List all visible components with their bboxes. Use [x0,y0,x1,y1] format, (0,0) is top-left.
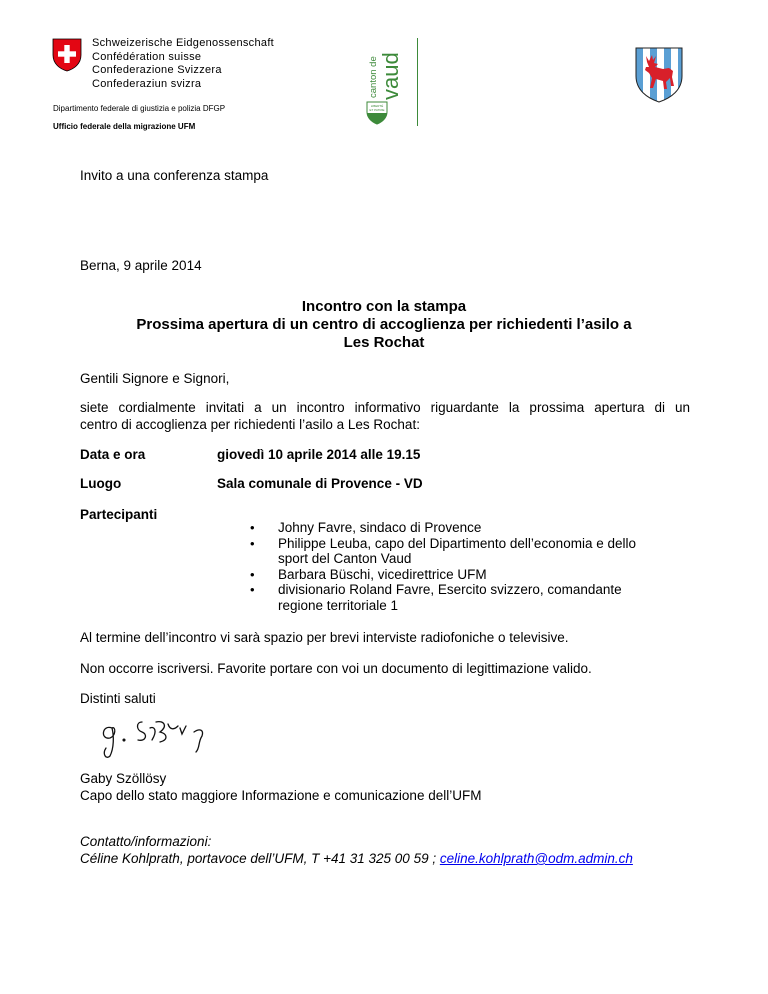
svg-text:LIBERTÉ: LIBERTÉ [370,104,384,108]
place-date: Berna, 9 aprile 2014 [80,258,202,273]
participants-list [250,520,698,614]
date-value: giovedì 10 aprile 2014 alle 19.15 [217,447,421,462]
confederation-line-rm: Confederaziun svizra [92,77,202,90]
department-name: Dipartimento federale di giustizia e polizia DFGP [53,104,226,113]
bullet-icon: • [250,566,255,582]
svg-text:canton de: canton de [368,56,379,98]
municipal-crest-icon [634,46,684,104]
list-item: • Johny Favre, sindaco di Provence [250,520,482,535]
swiss-coat-of-arms-icon [52,38,82,72]
salutation: Gentili Signore e Signori, [80,371,230,386]
confederation-line-de: Schweizerische Eidgenossenschaft [92,37,275,49]
date-label: Data e ora [80,447,146,462]
participants-label: Partecipanti [80,507,158,522]
signer-role: Capo dello stato maggiore Informazione e comunicazione dell’UFM [80,788,482,803]
bullet-icon: • [250,520,255,535]
intro-line-1: siete cordialmente invitati a un incontro informativo riguardante la prossima apertura di un [80,400,690,415]
handwritten-signature [98,712,218,762]
intro-paragraph [80,399,690,433]
office-name: Ufficio federale della migrazione UFM [53,122,196,131]
canton-vaud-logo [362,36,422,132]
contact-line [80,850,633,867]
contact-heading: Contatto/informazioni: [80,834,212,849]
list-item: • Barbara Büschi, vicedirettrice UFM [250,566,487,582]
title-line-1: Incontro con la stampa [301,298,467,315]
list-item: • divisionario Roland Favre, Esercito svizzero, comandante regione territoriale 1 [250,582,622,613]
closing-interviews: Al termine dell’incontro vi sarà spazio per brevi interviste radiofoniche o televisive. [80,630,569,645]
svg-text:ET PATRIE: ET PATRIE [369,108,385,112]
bullet-icon: • [250,535,255,551]
place-value: Sala comunale di Provence - VD [217,476,423,491]
title-line-3: Les Rochat [343,334,425,351]
confederation-name-block [92,37,274,91]
confederation-line-it: Confederazione Svizzera [92,64,222,76]
bullet-icon: • [250,582,255,598]
intro-line-2: centro di accoglienza per richiedenti l’asilo a Les Rochat: [80,417,420,432]
place-label: Luogo [80,476,122,491]
regards: Distinti saluti [80,691,156,706]
closing-registration: Non occorre iscriversi. Favorite portare con voi un documento di legittimazione valido. [80,661,592,676]
contact-text: Céline Kohlprath, portavoce dell’UFM, T +41 31 325 00 59 ; [80,851,440,866]
contact-email-link[interactable]: celine.kohlprath@odm.admin.ch [439,851,633,866]
document-title [80,298,688,352]
invitation-heading: Invito a una conferenza stampa [80,168,269,183]
confederation-line-fr: Confédération suisse [92,50,202,63]
list-item: • Philippe Leuba, capo del Dipartimento dell’economia e dello sport del Canton Vaud [250,535,636,567]
svg-text:vaud: vaud [378,52,403,100]
title-line-2: Prossima apertura di un centro di accoglienza per richiedenti l’asilo a [136,316,632,333]
signer-name: Gaby Szöllösy [80,771,167,786]
header-divider [417,38,418,126]
